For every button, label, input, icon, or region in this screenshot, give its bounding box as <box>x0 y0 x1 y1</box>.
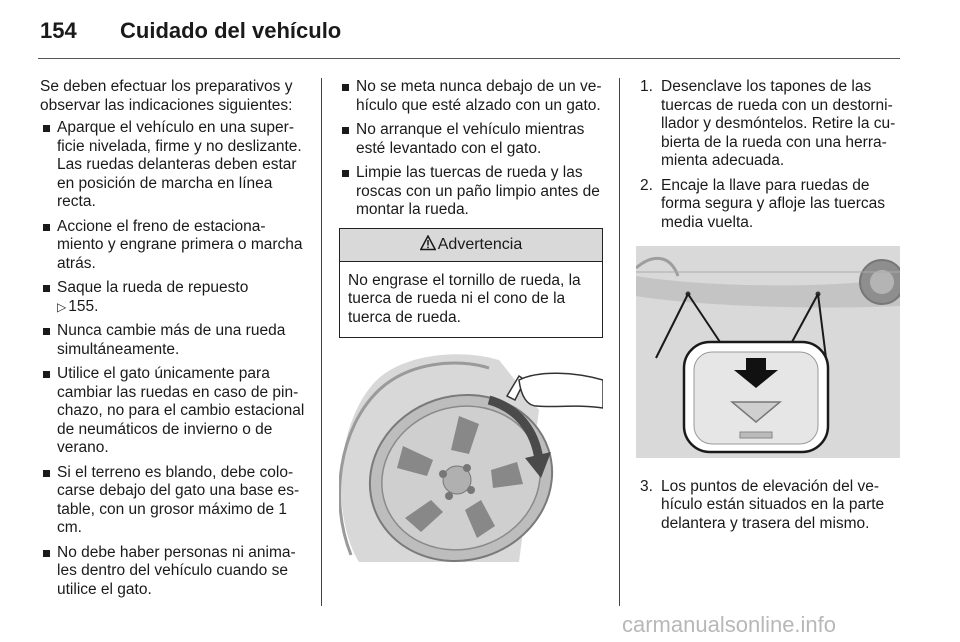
list-item: Utilice el gato únicamente para cambiar las ruedas en caso de pinchazo, no para el cambio estacional de neumáticos de invierno o de verano. <box>40 365 306 458</box>
bullet-square-icon <box>43 285 50 292</box>
bullet-square-icon <box>43 371 50 378</box>
bullet-square-icon <box>342 84 349 91</box>
warning-text: No engrase el tornillo de rueda, la tuerca de rueda ni el cono de la tuerca de rueda. <box>348 271 581 326</box>
steps-list-continued <box>636 478 902 534</box>
list-item: No debe haber personas ni animales dentro del vehículo cuando se utilice el gato. <box>40 544 306 600</box>
precautions-list-continued <box>339 78 603 220</box>
step-item: 1. Desenclave los tapones de las tuercas de rueda con un destornillador y desmóntelos. Retire la cubierta de la rueda con una herramienta adecuada. <box>640 78 896 169</box>
bullet-square-icon <box>43 550 50 557</box>
page-reference-arrow-icon: ▷ <box>57 299 67 314</box>
list-item: Limpie las tuercas de rueda y las roscas con un paño limpio antes de montar la rueda. <box>339 164 603 220</box>
list-item: Saque la rueda de repuesto ▷ 155. <box>40 279 306 316</box>
list-item: Nunca cambie más de una rueda simultáneamente. <box>40 322 306 359</box>
list-item: Si el terreno es blando, debe colocarse debajo del gato una base estable, con un grosor máximo de 1 cm. <box>40 464 306 538</box>
step-item: 3. Los puntos de elevación del vehículo están situados en la parte delantera y trasera del mismo. <box>640 477 885 532</box>
bullet-square-icon <box>342 170 349 177</box>
list-item: Accione el freno de estacionamiento y engrane primera o marcha atrás. <box>40 218 306 274</box>
warning-box <box>339 228 603 339</box>
warning-triangle-icon <box>420 235 436 251</box>
steps-list <box>636 78 902 232</box>
list-item: No se meta nunca debajo de un vehículo que esté alzado con un gato. <box>339 78 603 115</box>
column-divider-1 <box>321 78 322 606</box>
header-rule <box>38 58 900 59</box>
intro-text: Se deben efectuar los preparativos y observar las indicaciones siguientes: <box>40 78 293 114</box>
list-item: No arranque el vehículo mientras esté levantado con el gato. <box>339 121 603 158</box>
wheel-cover-removal-illustration <box>339 350 603 562</box>
page-title: Cuidado del vehículo <box>120 18 342 43</box>
page-reference-link[interactable]: 155. <box>68 297 99 315</box>
bullet-square-icon <box>43 328 50 335</box>
precautions-list <box>40 119 306 599</box>
warning-title: Advertencia <box>437 235 523 253</box>
warning-header <box>340 229 602 262</box>
step-item: 2. Encaje la llave para ruedas de forma segura y afloje las tuercas media vuelta. <box>640 176 885 231</box>
column-2 <box>339 78 603 568</box>
column-1 <box>40 78 306 605</box>
column-3 <box>636 78 902 539</box>
bullet-square-icon <box>342 127 349 134</box>
bullet-square-icon <box>43 470 50 477</box>
list-item: Aparque el vehículo en una superficie nivelada, firme y no deslizante. Las ruedas delanteras deben estar en posición de marcha en línea recta. <box>40 119 306 212</box>
bullet-square-icon <box>43 125 50 132</box>
page-number: 154 <box>40 18 77 43</box>
bullet-square-icon <box>43 224 50 231</box>
jacking-point-illustration <box>636 246 900 458</box>
site-watermark: carmanualsonline.info <box>622 612 837 637</box>
column-divider-2 <box>619 78 620 606</box>
